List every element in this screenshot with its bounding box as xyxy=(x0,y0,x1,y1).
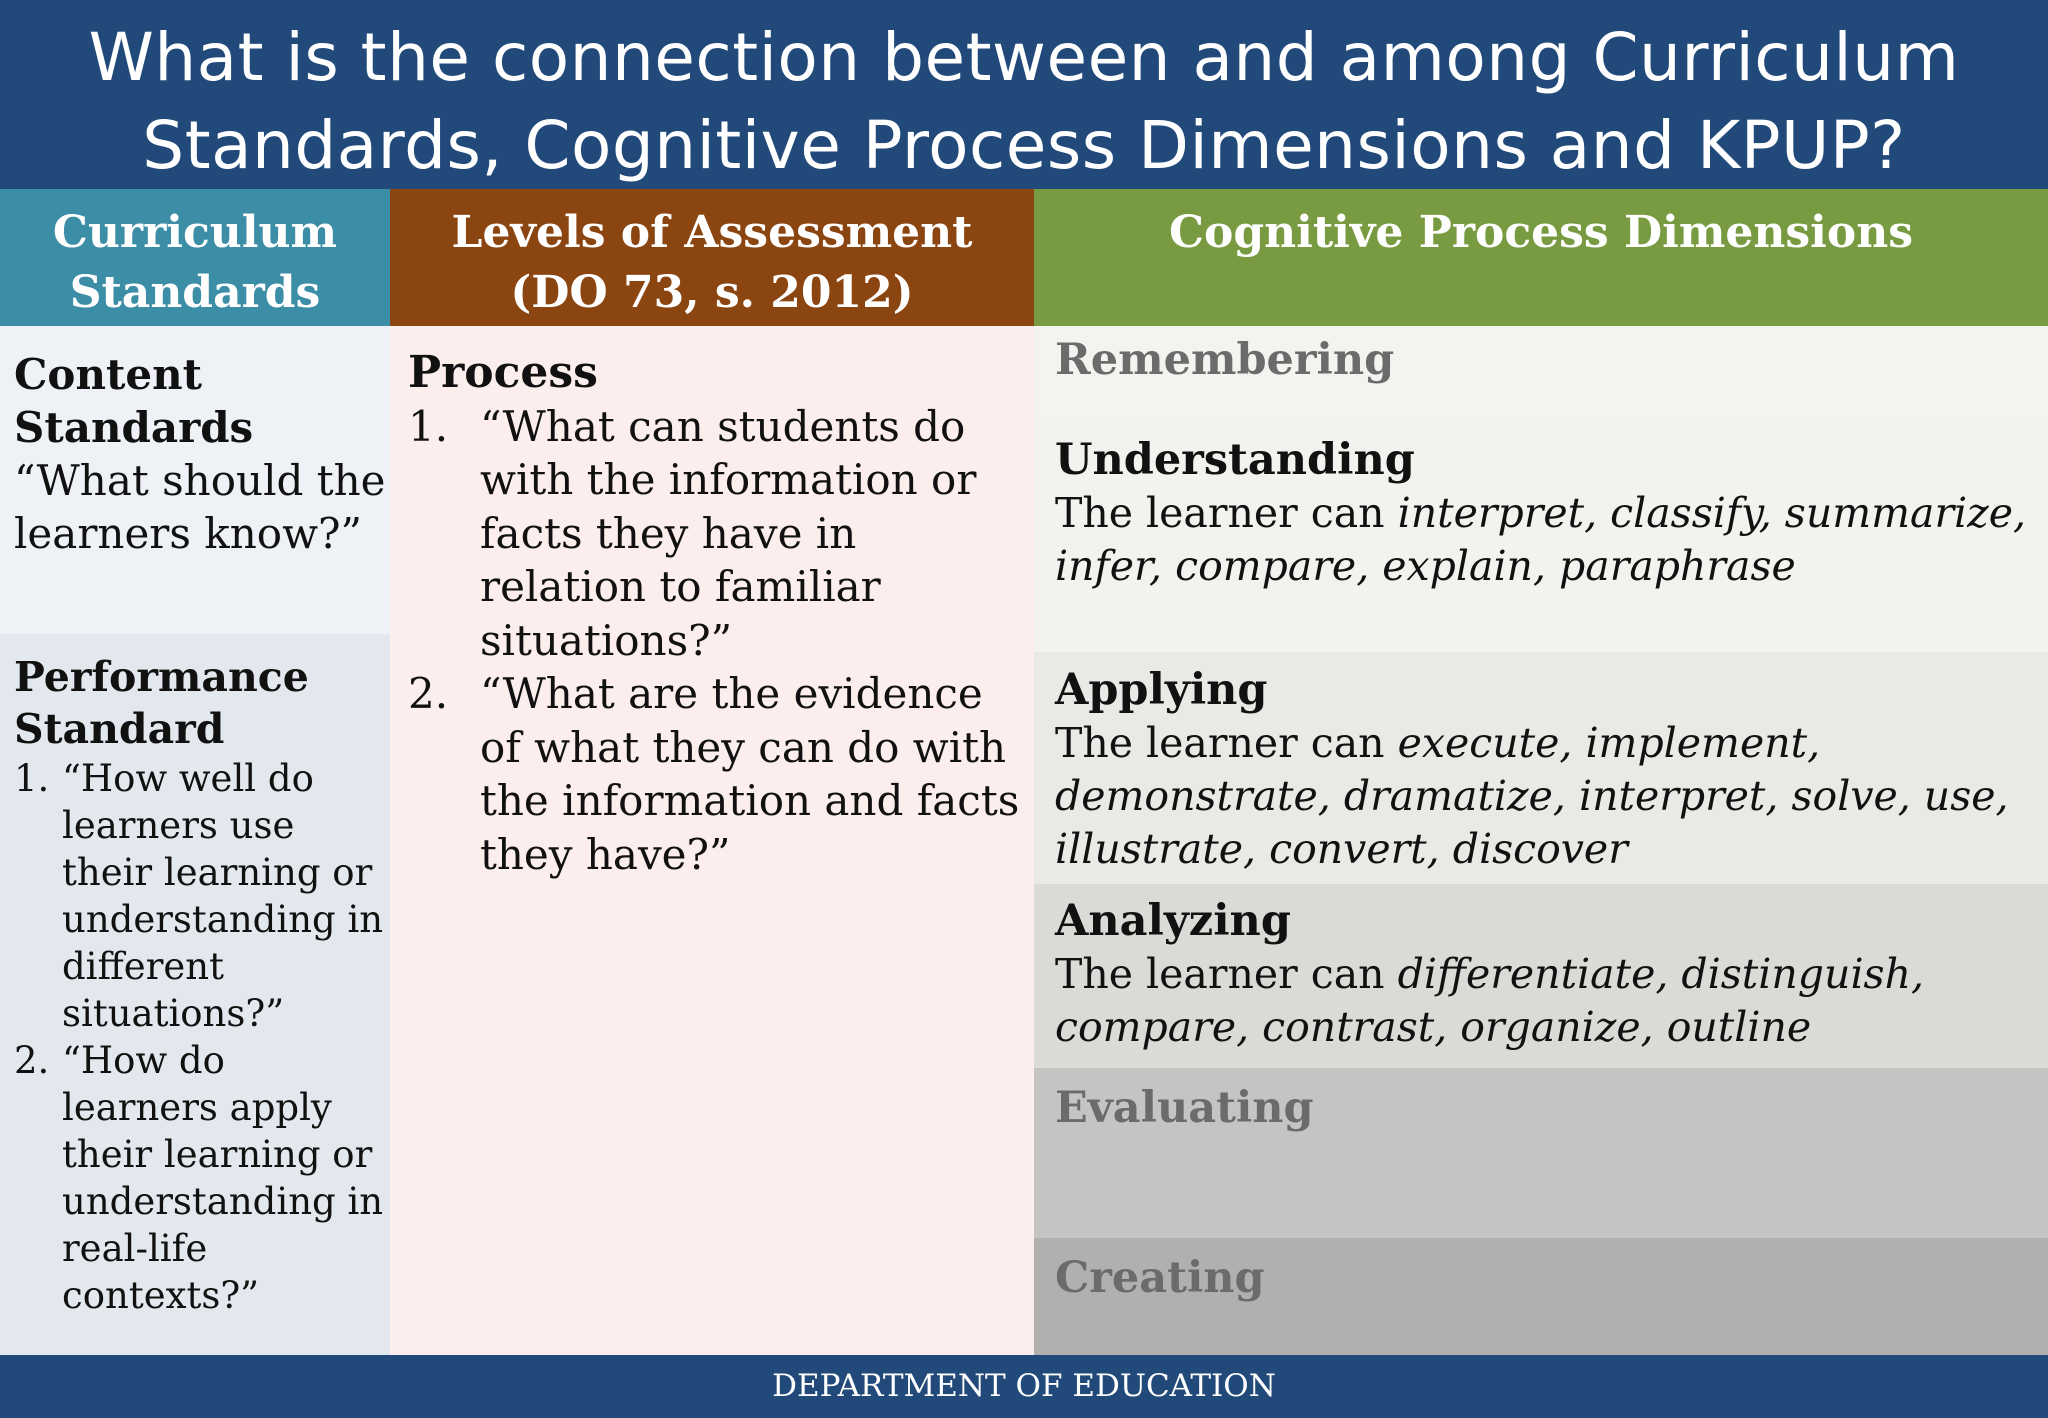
assessment-header-line2: (DO 73, s. 2012) xyxy=(510,267,914,318)
process-title: Process xyxy=(408,347,598,398)
list-text: “What are the evidence of what they can do with the information and facts they have?” xyxy=(480,669,1020,879)
cognitive-process-header xyxy=(1034,189,2048,326)
performance-standard-list xyxy=(14,755,390,1319)
list-text: “What can students do with the information or facts they have in relation to familiar situations?” xyxy=(480,401,977,665)
list-item xyxy=(408,400,1034,668)
levels-of-assessment-header xyxy=(390,189,1034,326)
analyzing-prefix: The learner can xyxy=(1055,950,1398,998)
content-standards-title: Content Standards xyxy=(14,350,254,452)
applying-label: Applying xyxy=(1055,665,1268,715)
remembering-row xyxy=(1034,326,2048,422)
process-list xyxy=(408,400,1034,882)
page-title: What is the connection between and among Curriculum Standards, Cognitive Process Dimensions and KPUP? xyxy=(88,19,1960,184)
list-text: “How do learners apply their learning or understanding in real-life contexts?” xyxy=(62,1039,384,1317)
cognitive-header-text: Cognitive Process Dimensions xyxy=(1168,207,1914,258)
creating-label: Creating xyxy=(1055,1253,1265,1303)
understanding-label: Understanding xyxy=(1055,435,1415,485)
understanding-prefix: The learner can xyxy=(1055,489,1398,537)
analyzing-row xyxy=(1034,884,2048,1068)
performance-standard-title: Performance Standard xyxy=(14,653,309,753)
list-text: “How well do learners use their learning or understanding in different situations?” xyxy=(62,757,384,1035)
performance-standard-cell xyxy=(0,634,390,1355)
content-standards-question: “What should the learners know?” xyxy=(14,456,386,558)
evaluating-row xyxy=(1034,1068,2048,1238)
applying-verbs: execute, implement, demonstrate, dramatize, interpret, solve, use, illustrate, convert, discover xyxy=(1055,719,2009,873)
list-item xyxy=(408,667,1034,881)
analyzing-verbs: differentiate, distinguish, compare, contrast, organize, outline xyxy=(1055,950,1925,1051)
curriculum-header-line1: Curriculum xyxy=(52,207,338,258)
list-number: 2. xyxy=(14,1039,50,1082)
understanding-row xyxy=(1034,422,2048,652)
content-standards-cell xyxy=(0,326,390,634)
curriculum-header-line2: Standards xyxy=(69,267,321,318)
applying-prefix: The learner can xyxy=(1055,719,1398,767)
process-cell xyxy=(390,326,1034,1355)
assessment-header-line1: Levels of Assessment xyxy=(451,207,973,258)
analyzing-label: Analyzing xyxy=(1055,896,1291,946)
list-number: 1. xyxy=(408,401,449,451)
remembering-label: Remembering xyxy=(1055,335,1395,385)
understanding-verbs: interpret, classify, summarize, infer, compare, explain, paraphrase xyxy=(1055,489,2027,590)
evaluating-label: Evaluating xyxy=(1055,1083,1314,1133)
title-bar xyxy=(0,0,2048,189)
list-number: 2. xyxy=(408,669,449,718)
list-item xyxy=(14,755,390,1037)
footer-text: DEPARTMENT OF EDUCATION xyxy=(772,1368,1276,1404)
creating-row xyxy=(1034,1238,2048,1355)
list-item xyxy=(14,1037,390,1319)
footer-bar xyxy=(0,1355,2048,1418)
curriculum-standards-header xyxy=(0,189,390,326)
list-number: 1. xyxy=(14,757,50,800)
applying-row xyxy=(1034,652,2048,884)
